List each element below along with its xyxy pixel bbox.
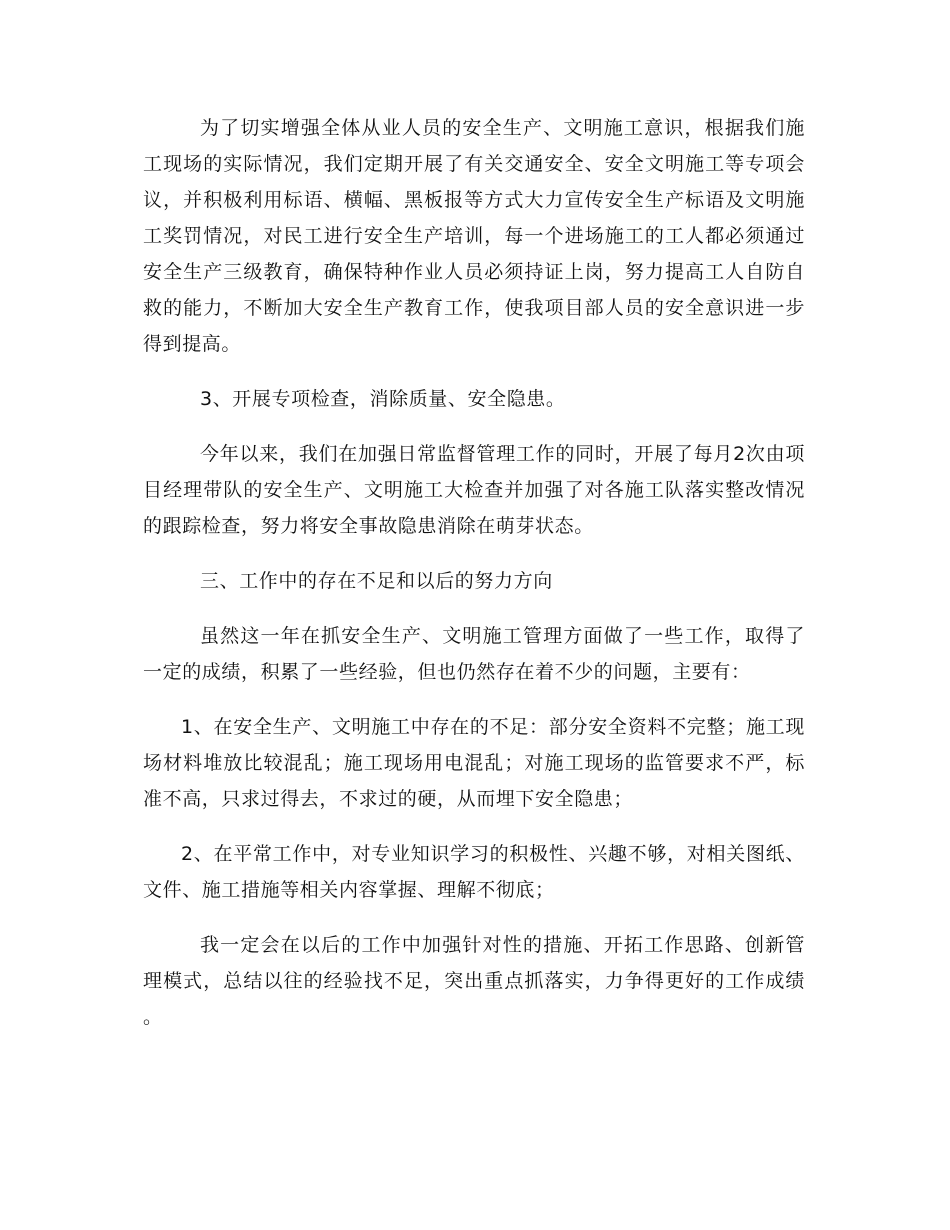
paragraph-inspection-detail: 今年以来，我们在加强日常监督管理工作的同时，开展了每月2次由项目经理带队的安全生产、文明施工大检查并加强了对各施工队落实整改情况的跟踪检查，努力将安全事故隐患消除在萌芽状态。 [143,443,805,537]
paragraph-safety-awareness: 为了切实增强全体从业人员的安全生产、文明施工意识，根据我们施工现场的实际情况，我们定期开展了有关交通安全、安全文明施工等专项会议，并积极利用标语、横幅、黑板报等方式大力宣传安全生产标语及文明施工奖罚情况，对民工进行安全生产培训，每一个进场施工的工人都必须通过安全生产三级教育，确保特种作业人员必须持证上岗，努力提高工人自防自救的能力，不断加大安全生产教育工作，使我项目部人员的安全意识进一步得到提高。 [143,117,805,355]
document-body [143,110,805,1054]
paragraph-problem-1: 1、在安全生产、文明施工中存在的不足：部分安全资料不完整；施工现场材料堆放比较混乱；施工现场用电混乱；对施工现场的监管要求不严，标准不高，只求过得去，不求过的硬，从而埋下安全隐患； [143,716,805,810]
paragraph-problems-intro: 虽然这一年在抓安全生产、文明施工管理方面做了一些工作，取得了一定的成绩，积累了一些经验，但也仍然存在着不少的问题，主要有： [143,625,805,683]
heading-shortcomings: 三、工作中的存在不足和以后的努力方向 [200,570,553,592]
heading-special-inspection: 3、开展专项检查，消除质量、安全隐患。 [200,388,566,410]
paragraph-problem-2: 2、在平常工作中，对专业知识学习的积极性、兴趣不够，对相关图纸、文件、施工措施等相关内容掌握、理解不彻底； [143,843,805,901]
paragraph-conclusion: 我一定会在以后的工作中加强针对性的措施、开拓工作思路、创新管理模式，总结以往的经验找不足，突出重点抓落实，力争得更好的工作成绩。 [143,934,805,1028]
